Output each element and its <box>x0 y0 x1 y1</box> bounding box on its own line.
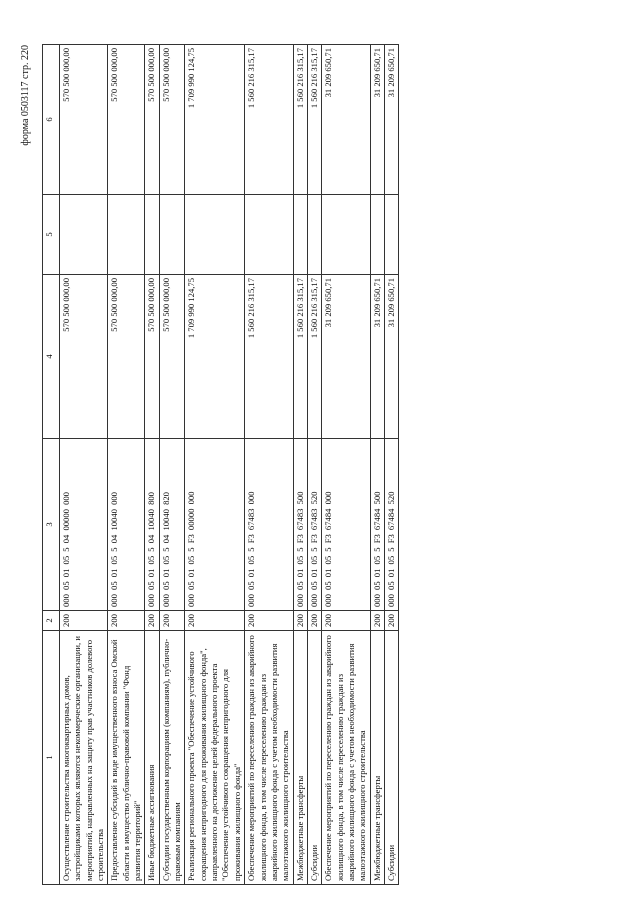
line-code-cell: 200 <box>307 611 321 631</box>
row-name-cell: Субсидии <box>384 631 398 885</box>
executed-amount-cell <box>145 195 159 275</box>
budget-classification-code-cell: 000 05 01 05 5 F3 67484 000 <box>322 439 370 611</box>
remaining-amount-cell: 31 209 650,71 <box>384 45 398 195</box>
table-row <box>60 45 108 885</box>
table-row <box>185 45 245 885</box>
executed-amount-cell <box>185 195 245 275</box>
budget-classification-code-cell: 000 05 01 05 5 F3 67483 000 <box>245 439 293 611</box>
column-header-4: 4 <box>43 275 60 439</box>
line-code-cell: 200 <box>384 611 398 631</box>
approved-amount-cell: 31 209 650,71 <box>384 275 398 439</box>
row-name-cell: Межбюджетные трансферты <box>370 631 384 885</box>
executed-amount-cell <box>370 195 384 275</box>
table-row <box>307 45 321 885</box>
budget-execution-table <box>42 44 399 885</box>
line-code-cell: 200 <box>293 611 307 631</box>
column-header-6: 6 <box>43 45 60 195</box>
executed-amount-cell <box>245 195 293 275</box>
budget-classification-code-cell: 000 05 01 05 5 04 10040 800 <box>145 439 159 611</box>
executed-amount-cell <box>293 195 307 275</box>
budget-classification-code-cell: 000 05 01 05 5 F3 67484 500 <box>370 439 384 611</box>
budget-classification-code-cell: 000 05 01 05 5 04 00000 000 <box>60 439 108 611</box>
table-row <box>370 45 384 885</box>
remaining-amount-cell: 1 560 216 315,17 <box>293 45 307 195</box>
approved-amount-cell: 1 560 216 315,17 <box>293 275 307 439</box>
table-row <box>293 45 307 885</box>
budget-classification-code-cell: 000 05 01 05 5 F3 00000 000 <box>185 439 245 611</box>
approved-amount-cell: 1 560 216 315,17 <box>307 275 321 439</box>
table-row <box>384 45 398 885</box>
approved-amount-cell: 570 500 000,00 <box>108 275 145 439</box>
remaining-amount-cell: 1 560 216 315,17 <box>245 45 293 195</box>
line-code-cell: 200 <box>185 611 245 631</box>
executed-amount-cell <box>307 195 321 275</box>
line-code-cell: 200 <box>108 611 145 631</box>
row-name-cell: Обеспечение мероприятий по переселению граждан из аварийного жилищного фонда, в том числе переселению граждан из аварийного жилищного фонда с учетом необходимости развития малоэтажного жилищного строительства <box>322 631 370 885</box>
remaining-amount-cell: 570 500 000,00 <box>60 45 108 195</box>
remaining-amount-cell: 570 500 000,00 <box>145 45 159 195</box>
remaining-amount-cell: 31 209 650,71 <box>370 45 384 195</box>
line-code-cell: 200 <box>159 611 185 631</box>
rotated-report <box>20 45 590 885</box>
budget-classification-code-cell: 000 05 01 05 5 F3 67483 520 <box>307 439 321 611</box>
line-code-cell: 200 <box>322 611 370 631</box>
approved-amount-cell: 570 500 000,00 <box>60 275 108 439</box>
executed-amount-cell <box>108 195 145 275</box>
line-code-cell: 200 <box>245 611 293 631</box>
line-code-cell: 200 <box>370 611 384 631</box>
executed-amount-cell <box>159 195 185 275</box>
table-row <box>322 45 370 885</box>
approved-amount-cell: 31 209 650,71 <box>370 275 384 439</box>
row-name-cell: Осуществление строительства многоквартирных домов, застройщиками которых являются некоммерческие организации, и мероприятий, направленных на защиту прав участников долевого строительства <box>60 631 108 885</box>
row-name-cell: Реализация регионального проекта "Обеспечение устойчивого сокращения непригодного для проживания жилищного фонда", направленного на достижение целей федерального проекта "Обеспечение устойчивого сокращения непригодного для проживания жилищного фонда" <box>185 631 245 885</box>
row-name-cell: Иные бюджетные ассигнования <box>145 631 159 885</box>
form-reference: форма 0503117 стр. 220 <box>20 45 31 146</box>
row-name-cell: Межбюджетные трансферты <box>293 631 307 885</box>
executed-amount-cell <box>384 195 398 275</box>
approved-amount-cell: 570 500 000,00 <box>159 275 185 439</box>
approved-amount-cell: 1 709 990 124,75 <box>185 275 245 439</box>
remaining-amount-cell: 1 709 990 124,75 <box>185 45 245 195</box>
table-row <box>245 45 293 885</box>
budget-classification-code-cell: 000 05 01 05 5 F3 67483 500 <box>293 439 307 611</box>
executed-amount-cell <box>60 195 108 275</box>
budget-classification-code-cell: 000 05 01 05 5 04 10040 820 <box>159 439 185 611</box>
budget-classification-code-cell: 000 05 01 05 5 04 10040 000 <box>108 439 145 611</box>
table-body <box>60 45 399 885</box>
row-name-cell: Субсидии государственным корпорациям (компаниям), публично-правовым компаниям <box>159 631 185 885</box>
remaining-amount-cell: 1 560 216 315,17 <box>307 45 321 195</box>
table-row <box>159 45 185 885</box>
line-code-cell: 200 <box>60 611 108 631</box>
row-name-cell: Обеспечение мероприятий по переселению граждан из аварийного жилищного фонда, в том числе переселению граждан из аварийного жилищного фонда с учетом необходимости развития малоэтажного жилищного строительства <box>245 631 293 885</box>
row-name-cell: Субсидии <box>307 631 321 885</box>
approved-amount-cell: 31 209 650,71 <box>322 275 370 439</box>
line-code-cell: 200 <box>145 611 159 631</box>
remaining-amount-cell: 570 500 000,00 <box>159 45 185 195</box>
column-number-row <box>43 45 60 885</box>
remaining-amount-cell: 570 500 000,00 <box>108 45 145 195</box>
column-header-2: 2 <box>43 611 60 631</box>
column-header-5: 5 <box>43 195 60 275</box>
approved-amount-cell: 1 560 216 315,17 <box>245 275 293 439</box>
executed-amount-cell <box>322 195 370 275</box>
table-row <box>108 45 145 885</box>
column-header-3: 3 <box>43 439 60 611</box>
column-header-1: 1 <box>43 631 60 885</box>
budget-classification-code-cell: 000 05 01 05 5 F3 67484 520 <box>384 439 398 611</box>
remaining-amount-cell: 31 209 650,71 <box>322 45 370 195</box>
table-row <box>145 45 159 885</box>
approved-amount-cell: 570 500 000,00 <box>145 275 159 439</box>
row-name-cell: Предоставление субсидий в виде имущественного взноса Омской области в имущество публично-правовой компании "Фонд развития территорий" <box>108 631 145 885</box>
